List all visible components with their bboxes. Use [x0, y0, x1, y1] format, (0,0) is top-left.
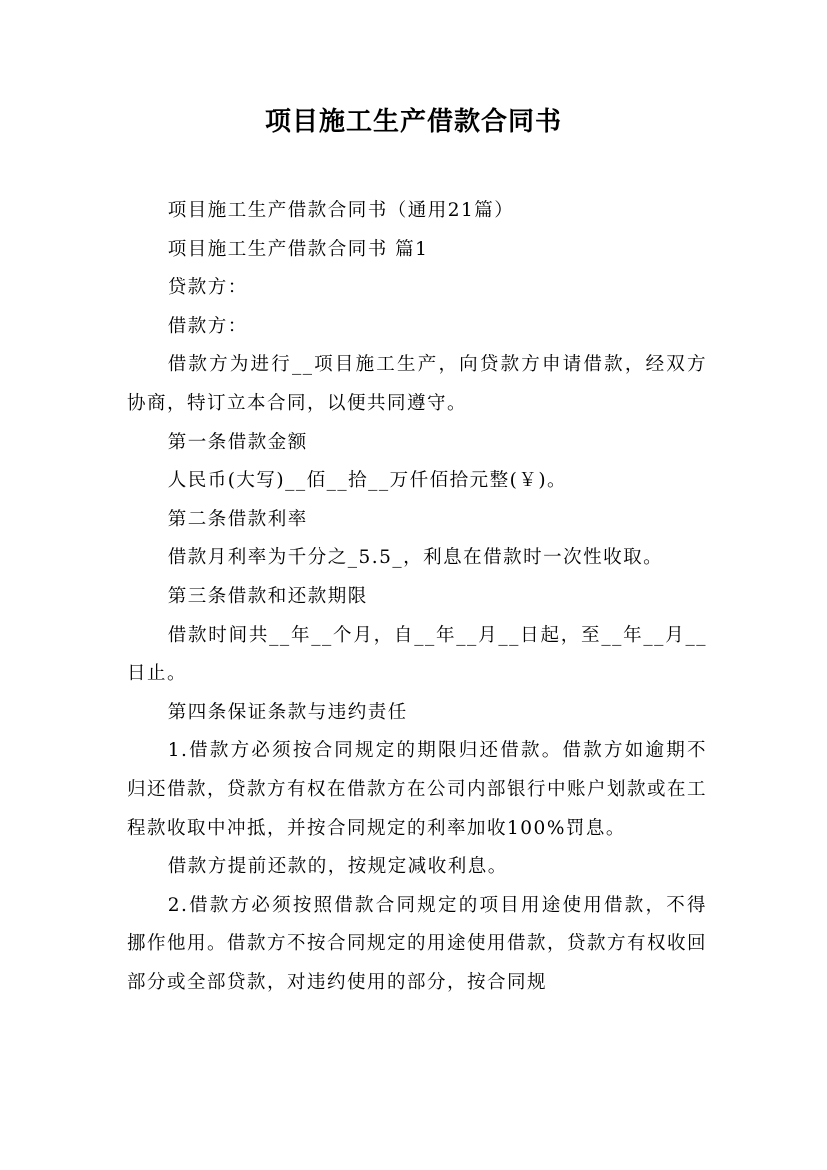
article-heading: 第一条借款金额 — [167, 431, 308, 453]
paragraph: 人民币(大写)__佰__拾__万仟佰拾元整(￥)。 — [167, 470, 568, 492]
article-heading: 第三条借款和还款期限 — [167, 585, 368, 607]
paragraph: 借款方提前还款的，按规定减收利息。 — [167, 856, 508, 878]
document-title: 项目施工生产借款合同书 — [264, 107, 562, 137]
section-heading: 项目施工生产借款合同书 篇1 — [167, 238, 429, 260]
lender-line: 贷款方： — [167, 277, 248, 299]
document-body — [127, 192, 707, 1002]
paragraph: 2.借款方必须按照借款合同规定的项目用途使用借款，不得挪作他用。借款方不按合同规定的用途使用借款，贷款方有权收回部分或全部贷款，对违约使用的部分，按合同规 — [127, 894, 708, 993]
paragraph: 借款时间共__年__个月，自__年__月__日起，至__年__月__日止。 — [127, 624, 707, 685]
borrower-line: 借款方： — [167, 315, 248, 337]
article-heading: 第四条保证条款与违约责任 — [167, 701, 408, 723]
doc-subtitle: 项目施工生产借款合同书（通用21篇） — [167, 200, 515, 221]
article-heading: 第二条借款利率 — [167, 508, 308, 530]
paragraph: 1.借款方必须按合同规定的期限归还借款。借款方如逾期不归还借款，贷款方有权在借款方在公司内部银行中账户划款或在工程款收取中冲抵，并按合同规定的利率加收100%罚息。 — [127, 740, 708, 839]
preamble-paragraph: 借款方为进行__项目施工生产，向贷款方申请借款，经双方协商，特订立本合同，以便共同遵守。 — [127, 354, 707, 414]
paragraph: 借款月利率为千分之_5.5_，利息在借款时一次性收取。 — [167, 547, 664, 569]
